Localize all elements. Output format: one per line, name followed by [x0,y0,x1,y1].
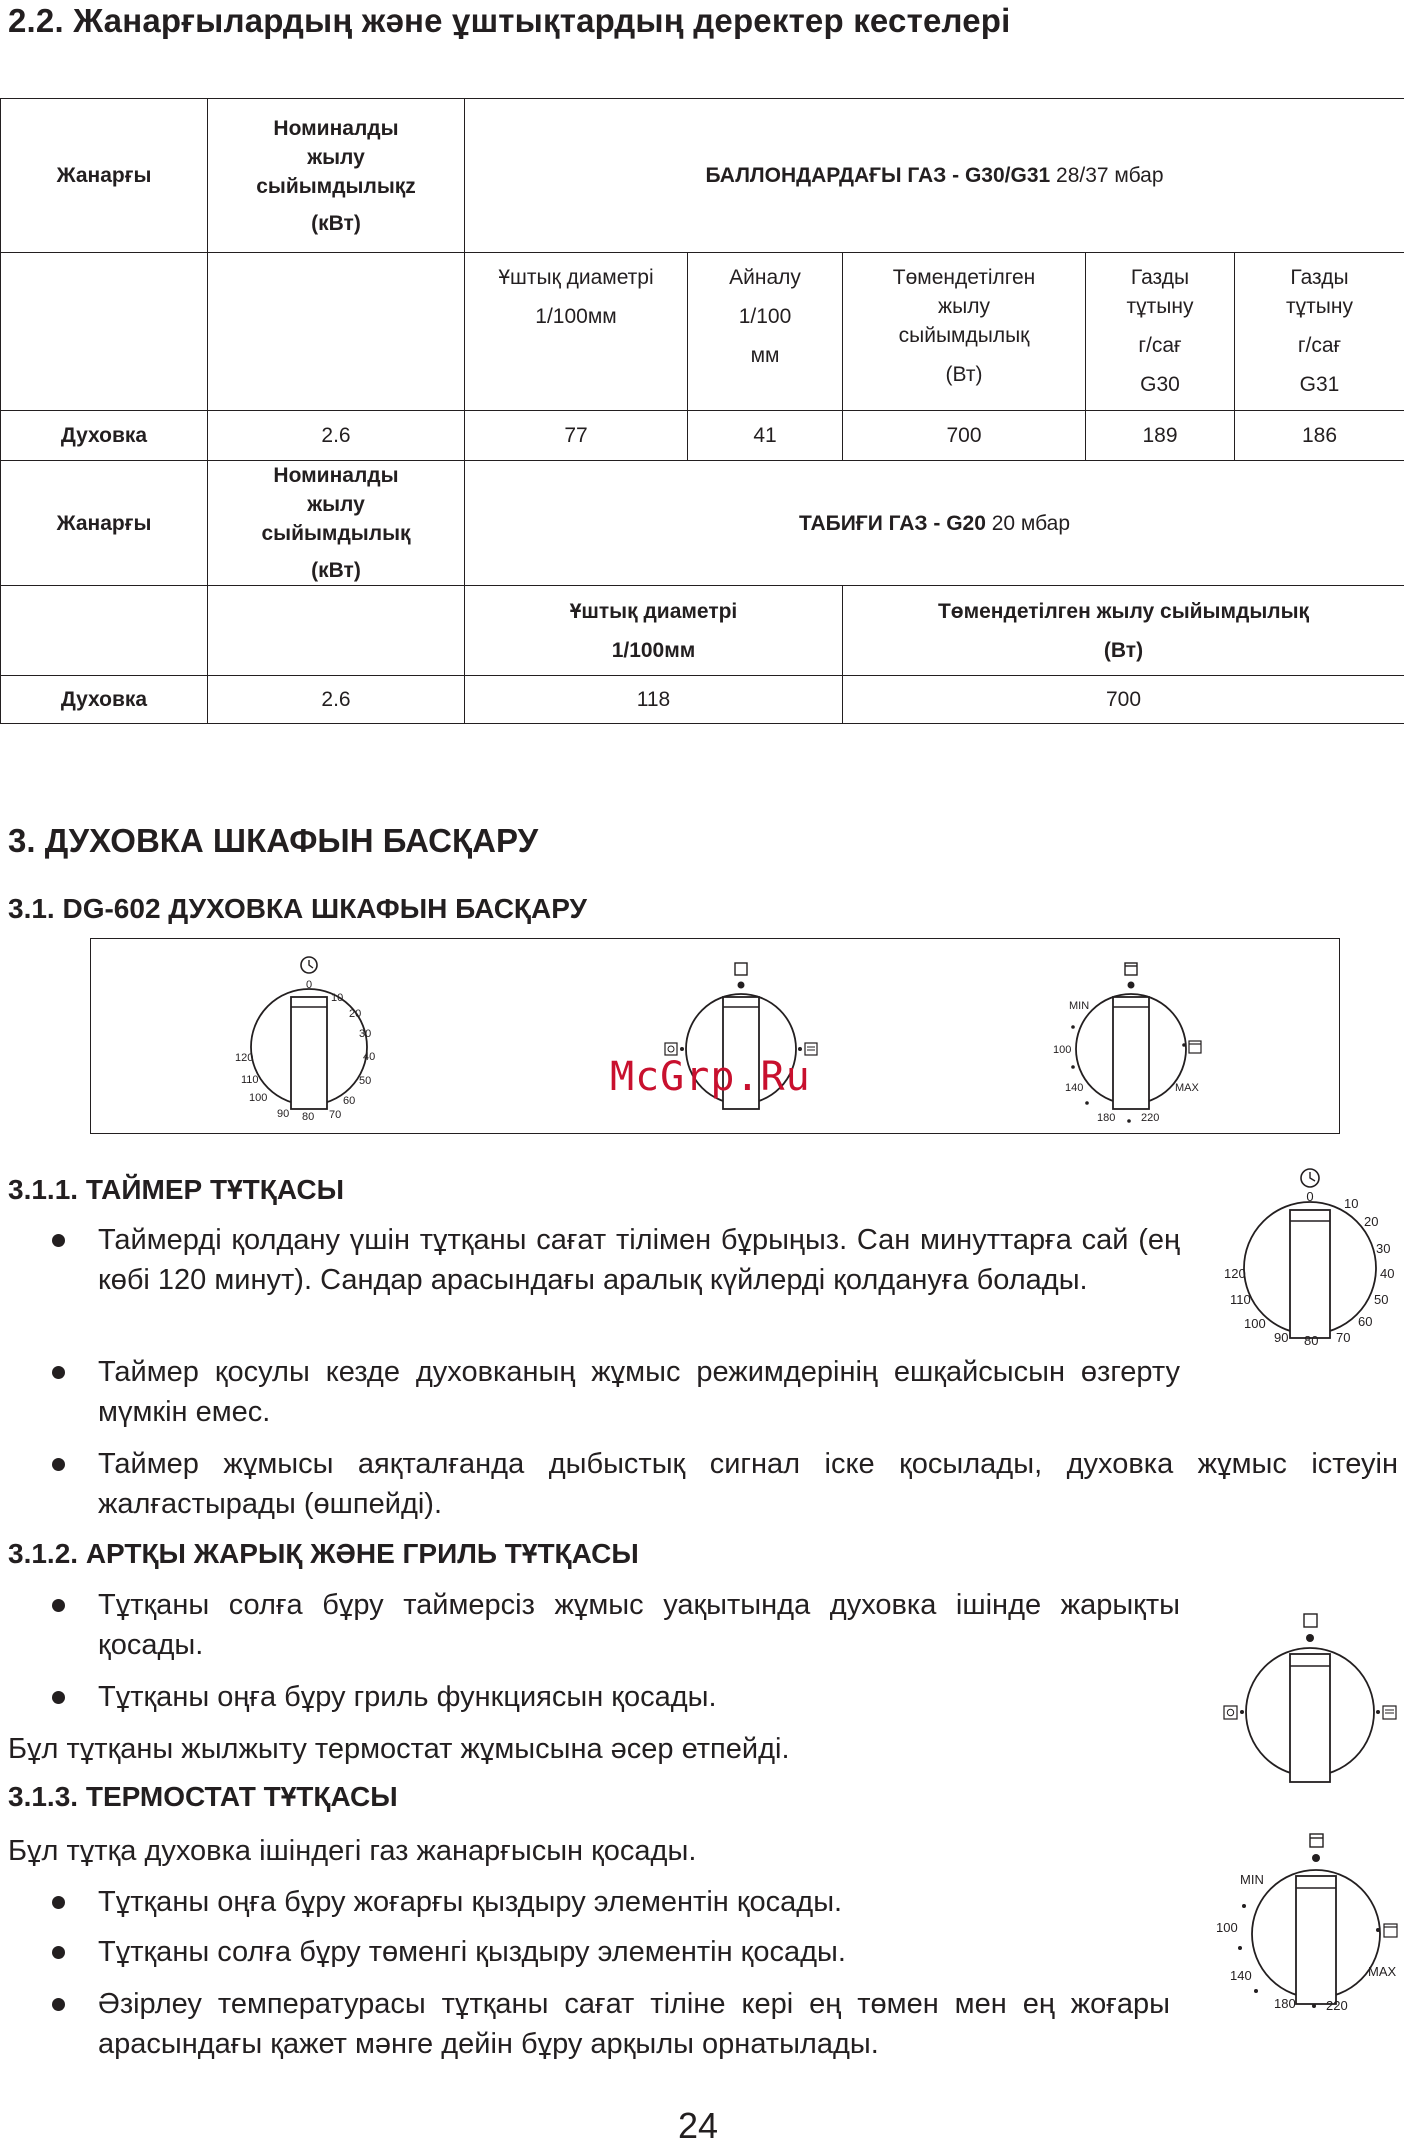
oven-off-icon [735,963,747,975]
bypass-col-header: Айналу 1/100 мм [688,253,843,411]
ng-nozzle-header: Ұштық диаметрі 1/100мм [465,586,843,676]
svg-text:MIN: MIN [1240,1872,1264,1887]
timer-knob-figure [1220,1164,1400,1354]
timer-knob-handle [291,997,327,1109]
svg-text:140: 140 [1230,1968,1252,1983]
nominal-header-cell: Номиналды жылу сыйымдылық (кВт) [208,461,465,586]
svg-text:50: 50 [1374,1292,1389,1307]
svg-text:10: 10 [331,992,344,1004]
nominal-header-cell: Номиналды жылу сыйымдылықz (кВт) [208,99,465,253]
ng-reduced-header: Төмендетілген жылу сыйымдылық (Вт) [843,586,1404,676]
burner-header-cell: Жанарғы [1,99,208,253]
svg-text:100: 100 [1053,1044,1072,1056]
svg-text:180: 180 [1274,1996,1296,2011]
svg-text:120: 120 [1224,1266,1246,1281]
svg-text:40: 40 [1380,1266,1395,1281]
table-row: Духовка 2.6 77 41 700 189 186 [1,411,1404,461]
svg-text:MAX: MAX [1368,1964,1397,1979]
svg-text:180: 180 [1097,1112,1116,1124]
clock-icon [1301,1169,1319,1187]
lpg-header-cell: БАЛЛОНДАРДАҒЫ ГАЗ - G30/G31 28/37 мбар [465,99,1404,253]
svg-text:120: 120 [235,1052,254,1064]
svg-text:100: 100 [1216,1920,1238,1935]
svg-text:80: 80 [1304,1333,1319,1348]
table-row [1,99,1404,253]
oven-bottom-element-icon [1384,1924,1397,1937]
section-3-1-3-title: 3.1.3. ТЕРМОСТАТ ТҰТҚАСЫ [8,1781,398,1812]
thermostat-knob-handle [1113,997,1149,1109]
table-row [1,253,1404,411]
svg-text:220: 220 [1141,1112,1160,1124]
svg-text:110: 110 [1230,1292,1251,1307]
watermark: McGrp.Ru [610,1054,811,1100]
svg-text:70: 70 [1336,1330,1351,1345]
svg-text:20: 20 [349,1008,362,1020]
svg-text:100: 100 [1244,1316,1266,1331]
svg-text:30: 30 [1376,1241,1391,1256]
ng-header-cell: ТАБИҒИ ГАЗ - G20 20 мбар [465,461,1404,586]
oven-top-element-icon [1125,963,1137,975]
table-row: Духовка 2.6 118 700 [1,676,1404,724]
svg-text:60: 60 [343,1095,356,1107]
svg-text:70: 70 [329,1109,342,1121]
svg-text:30: 30 [359,1028,372,1040]
grill-icon [1383,1706,1396,1719]
bullet-icon [52,1691,65,1704]
section-3-1-2-title: 3.1.2. АРТҚЫ ЖАРЫҚ ЖӘНЕ ГРИЛЬ ТҰТҚАСЫ [8,1538,639,1569]
oven-off-icon [1304,1614,1317,1627]
svg-text:90: 90 [1274,1330,1289,1345]
svg-text:10: 10 [1344,1196,1359,1211]
thermostat-intro: Бұл тұтқа духовка ішіндегі газ жанарғысын қосады. [8,1835,697,1867]
light-grill-note: Бұл тұтқаны жылжыту термостат жұмысына әсер етпейді. [8,1733,790,1765]
bullet-icon [52,1896,65,1909]
section-3-1-title: 3.1. DG-602 ДУХОВКА ШКАФЫН БАСҚАРУ [8,893,587,924]
reduced-col-header: Төмендетілген жылу сыйымдылық (Вт) [843,253,1086,411]
svg-text:40: 40 [363,1051,376,1063]
svg-text:90: 90 [277,1108,290,1120]
oven-top-element-icon [1310,1834,1323,1847]
svg-text:110: 110 [241,1074,259,1086]
clock-icon [301,957,317,973]
svg-text:MAX: MAX [1175,1082,1199,1094]
bullet-icon [52,1998,65,2011]
svg-text:MIN: MIN [1069,1000,1090,1012]
thermostat-knob-figure [1210,1826,1404,2016]
bullet-icon [52,1234,65,1247]
section-3-title: 3. ДУХОВКА ШКАФЫН БАСҚАРУ [8,822,539,859]
nozzle-col-header: Ұштық диаметрі 1/100мм [465,253,688,411]
svg-text:100: 100 [249,1092,268,1104]
burner-data-table [0,98,1404,724]
section-2-2-title: 2.2. Жанарғылардың және ұштықтардың деректер кестелері [8,2,1011,39]
oven-bottom-element-icon [1189,1041,1201,1053]
bullet-icon [52,1366,65,1379]
svg-text:140: 140 [1065,1082,1084,1094]
control-panel-diagram [90,938,1340,1134]
bullet-icon [52,1458,65,1471]
svg-text:220: 220 [1326,1998,1348,2013]
svg-text:20: 20 [1364,1214,1379,1229]
bullet-icon [52,1946,65,1959]
svg-text:0: 0 [305,979,313,991]
table-row: Жанарғы Номиналды жылу сыйымдылық (кВт) ТАБИҒИ ГАЗ - G20 20 мбар [1,461,1404,586]
oven-light-icon [1224,1706,1237,1719]
svg-text:60: 60 [1358,1314,1373,1329]
table-row [1,586,1404,676]
bullet-icon [52,1599,65,1612]
page-number: 24 [678,2105,719,2146]
g30-col-header: Газды тұтыну г/сағ G30 [1086,253,1235,411]
timer-knob-diagram [219,945,399,1125]
thermostat-knob-diagram [1031,945,1231,1135]
svg-text:0: 0 [1306,1189,1314,1204]
svg-text:50: 50 [359,1075,372,1087]
light-grill-knob-figure [1220,1604,1400,1784]
g31-col-header: Газды тұтыну г/сағ G31 [1235,253,1404,411]
svg-text:80: 80 [302,1111,315,1123]
section-3-1-1-title: 3.1.1. ТАЙМЕР ТҰТҚАСЫ [8,1174,344,1205]
